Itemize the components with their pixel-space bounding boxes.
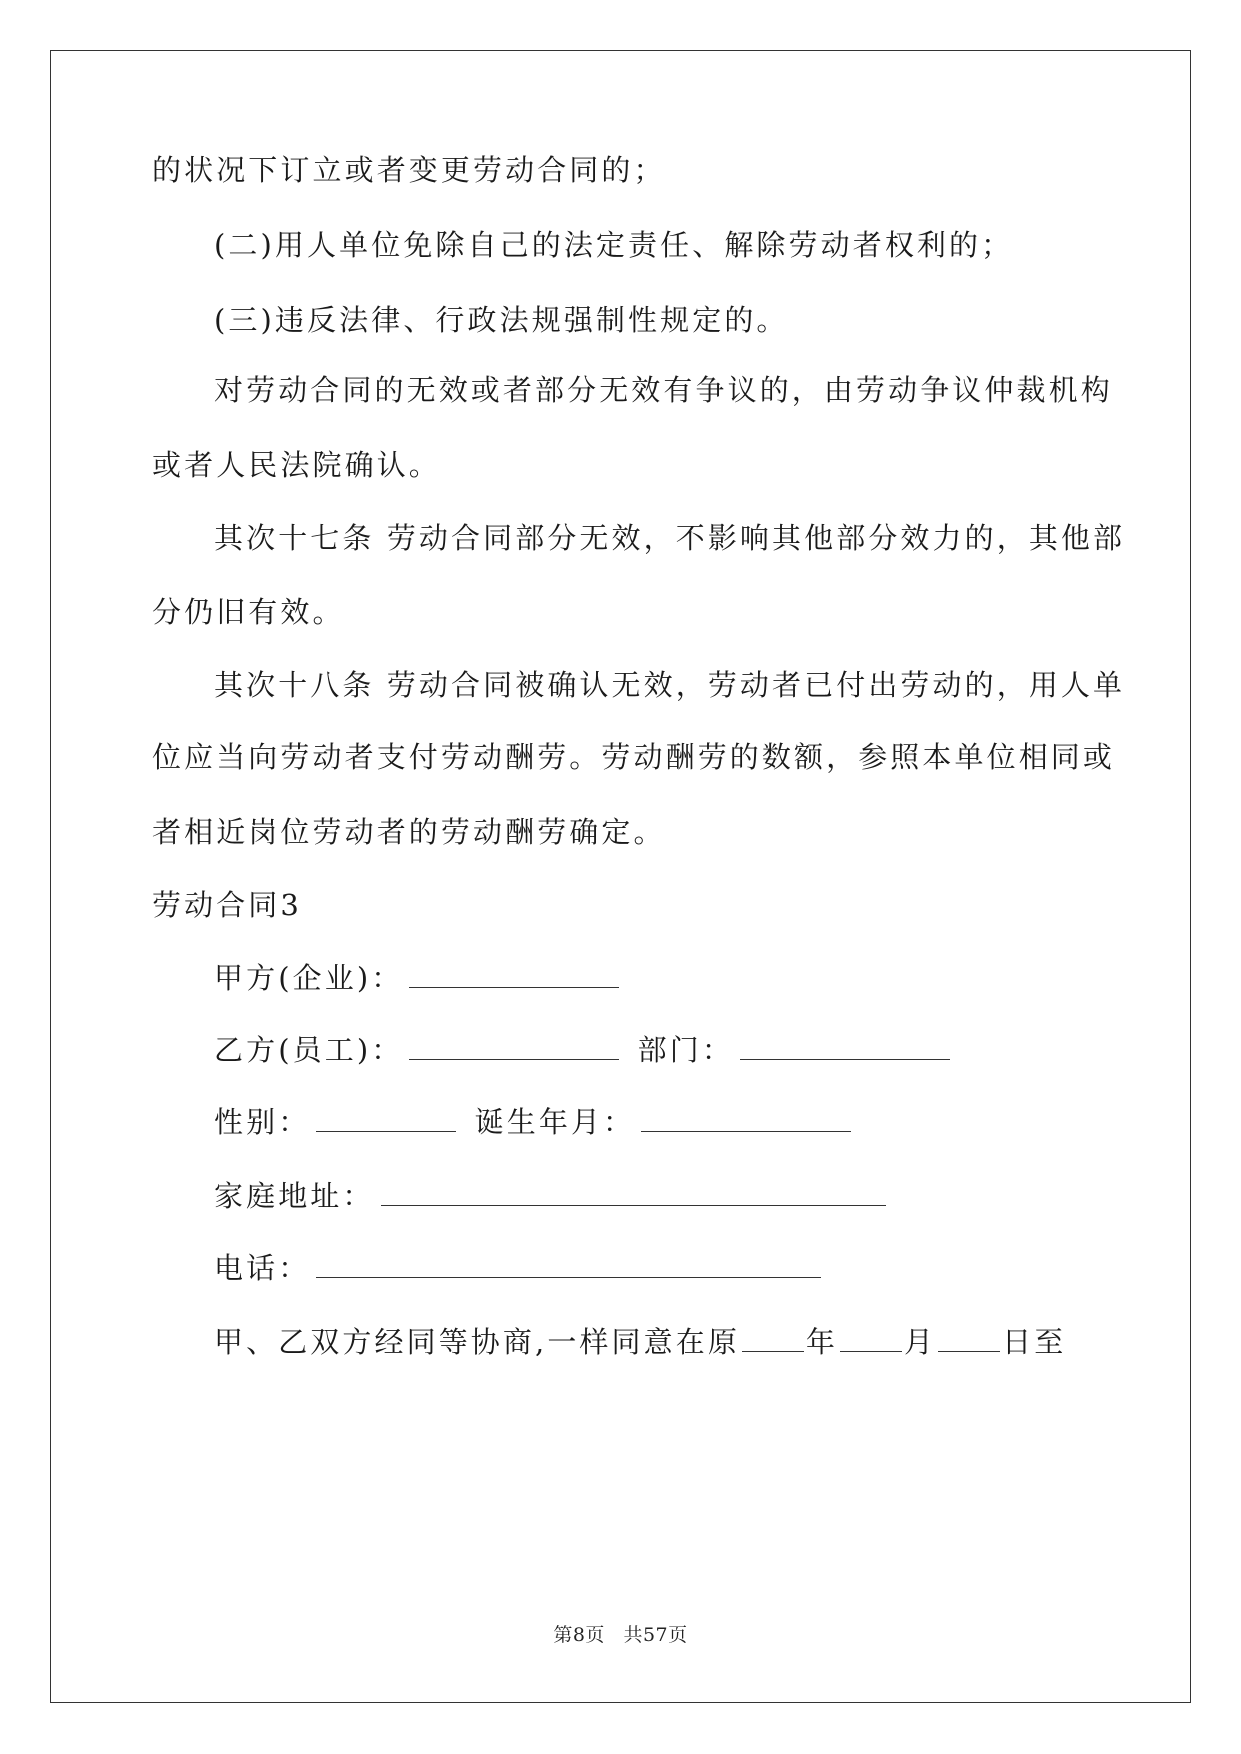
birth-blank[interactable] — [641, 1107, 851, 1132]
section-title: 劳动合同3 — [152, 888, 302, 922]
gender-label: 性别： — [214, 1105, 311, 1139]
party-a-label: 甲方(企业)： — [214, 961, 404, 995]
month-label: 月 — [904, 1325, 937, 1359]
text-line: 或者人民法院确认。 — [152, 448, 441, 482]
department-label: 部门： — [637, 1033, 734, 1067]
text-line: 其次十七条 劳动合同部分无效，不影响其他部分效力的，其他部 — [214, 521, 1126, 555]
text-line: (三)违反法律、行政法规强制性规定的。 — [214, 303, 789, 337]
text-line: 位应当向劳动者支付劳动酬劳。劳动酬劳的数额，参照本单位相同或 — [152, 740, 1116, 774]
text-line: 对劳动合同的无效或者部分无效有争议的，由劳动争议仲裁机构 — [214, 373, 1113, 407]
party-a-blank[interactable] — [409, 963, 619, 988]
gender-blank[interactable] — [316, 1107, 456, 1132]
text-line: 分仍旧有效。 — [152, 595, 345, 629]
page-footer — [0, 1620, 1241, 1647]
address-blank[interactable] — [381, 1181, 886, 1206]
day-label: 日至 — [1002, 1325, 1067, 1359]
address-label: 家庭地址： — [214, 1179, 375, 1213]
text-line: 者相近岗位劳动者的劳动酬劳确定。 — [152, 815, 666, 849]
text-line: 的状况下订立或者变更劳动合同的； — [152, 153, 666, 187]
address-row — [214, 1176, 892, 1216]
phone-label: 电话： — [214, 1251, 311, 1285]
year-label: 年 — [805, 1325, 839, 1359]
page-total: 共57页 — [623, 1624, 688, 1646]
birth-label: 诞生年月： — [474, 1105, 636, 1139]
day-blank[interactable] — [938, 1327, 1000, 1352]
year-blank[interactable] — [742, 1327, 804, 1352]
phone-row — [214, 1248, 827, 1288]
party-a-row — [214, 958, 625, 998]
agreement-row — [214, 1322, 1066, 1362]
party-b-blank[interactable] — [409, 1035, 619, 1060]
text-line: (二)用人单位免除自己的法定责任、解除劳动者权利的； — [214, 228, 1014, 262]
gender-birth-row — [214, 1102, 857, 1142]
page-number: 第8页 — [553, 1624, 605, 1646]
department-blank[interactable] — [740, 1035, 950, 1060]
month-blank[interactable] — [840, 1327, 902, 1352]
party-b-label: 乙方(员工)： — [214, 1033, 404, 1067]
agreement-text: 甲、乙双方经同等协商,一样同意在原 — [214, 1325, 740, 1359]
party-b-row — [214, 1030, 956, 1070]
text-line: 其次十八条 劳动合同被确认无效，劳动者已付出劳动的，用人单 — [214, 668, 1126, 702]
page-border — [50, 50, 1191, 1703]
phone-blank[interactable] — [316, 1253, 821, 1278]
